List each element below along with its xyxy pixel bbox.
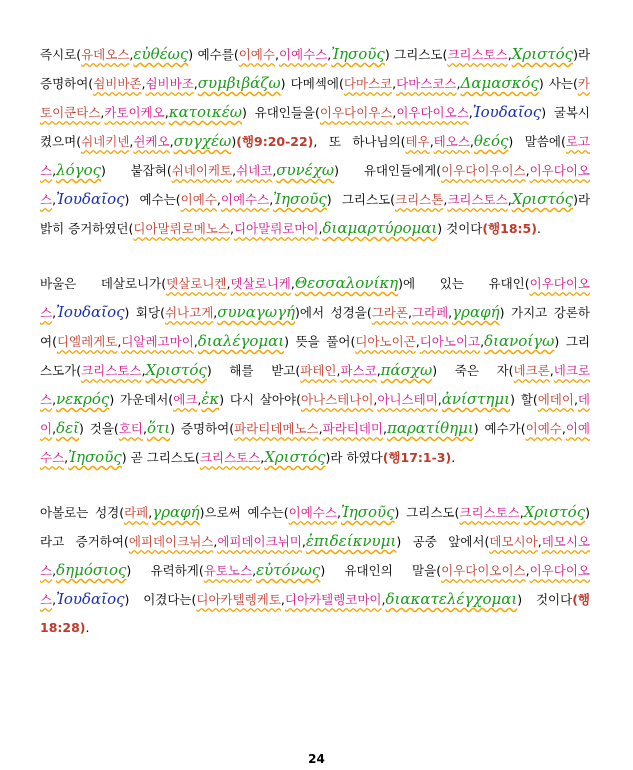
transliteration: 파라티데미: [322, 421, 384, 436]
transliteration: 다마스코스: [396, 76, 457, 91]
paragraph-2: [40, 269, 590, 472]
transliteration: 이우다이우이스: [441, 163, 526, 178]
greek-word: Ἰουδαῖος: [56, 590, 125, 608]
body-text: )라고 증거하여(: [40, 505, 590, 549]
body-text: ,: [197, 392, 202, 407]
body-text: ,: [507, 47, 512, 62]
transliteration: 쉰케오: [133, 134, 170, 149]
body-text: 즉시로(: [40, 47, 82, 62]
transliteration: 데이: [40, 392, 590, 436]
body-text: ,: [252, 563, 257, 578]
greek-word: Χριστός: [264, 448, 326, 466]
body-text: ,: [142, 421, 147, 436]
body-text: ,: [456, 76, 461, 91]
body-text: ,: [318, 221, 323, 236]
body-text: )으로써 예수는(: [199, 505, 289, 520]
body-text: ,: [336, 363, 341, 378]
body-text: ) 유력하게(: [126, 563, 204, 578]
body-text: ,: [129, 47, 134, 62]
body-text: ) 죽은 자(: [432, 363, 514, 378]
body-text: ) 예수를(: [188, 47, 239, 62]
greek-word: συμβιβάζω: [197, 74, 281, 92]
transliteration: 크리스톤: [395, 192, 444, 207]
body-text: ) 유대인의 말을(: [320, 563, 442, 578]
body-text: ,: [52, 563, 57, 578]
body-text: ,: [392, 76, 397, 91]
transliteration: 이우다이오이스: [441, 563, 526, 578]
transliteration: 네크로스: [40, 363, 590, 407]
body-text: ,: [437, 392, 442, 407]
body-text: ,: [480, 334, 485, 349]
transliteration: 그라페: [411, 305, 449, 320]
body-text: ) 그리스도(: [384, 47, 448, 62]
greek-word: θεός: [473, 132, 509, 150]
transliteration: 디아말뤼로메노스: [133, 221, 230, 236]
body-text: ,: [269, 192, 274, 207]
body-text: ,: [469, 134, 474, 149]
greek-word: ἐπιδείκνυμι: [305, 532, 397, 550]
transliteration: 쉬네코: [236, 163, 273, 178]
body-text: ) 해를 받고(: [206, 363, 301, 378]
greek-word: Ἰησοῦς: [273, 190, 327, 208]
transliteration: 카토이쿤타스: [40, 76, 590, 120]
transliteration: 크리스토스: [447, 192, 508, 207]
body-text: ,: [373, 392, 378, 407]
transliteration: 파라티데메노스: [234, 421, 319, 436]
greek-word: Χριστός: [511, 190, 574, 208]
transliteration: 크리스토스: [199, 450, 261, 465]
greek-word: διακατελέγχομαι: [385, 590, 518, 608]
body-text: )라 증명하여(: [40, 47, 591, 91]
page-number: 24: [308, 752, 325, 766]
body-text: ) 굴복시켰으며(: [40, 105, 591, 149]
body-text: ,: [318, 421, 323, 436]
transliteration: 네크론: [513, 363, 550, 378]
greek-word: παρατίθημι: [387, 419, 474, 437]
body-text: ,: [213, 305, 218, 320]
transliteration: 디알레고마이: [121, 334, 194, 349]
transliteration: 이예수: [180, 192, 217, 207]
greek-word: Ἰουδαῖος: [56, 303, 125, 321]
body-text: ) 회당(: [124, 305, 165, 320]
greek-word: εὐθέως: [133, 45, 189, 63]
body-text: ,: [232, 163, 237, 178]
greek-word: Ἰησοῦς: [331, 45, 385, 63]
body-text: ) 그리스도(: [394, 505, 460, 520]
body-text: ) 이겼다는(: [124, 592, 197, 607]
greek-word: Ἰησοῦς: [340, 503, 395, 521]
body-text: ,: [274, 47, 279, 62]
body-text: )에 있는 유대인(: [398, 276, 530, 291]
transliteration: 파스코: [340, 363, 377, 378]
body-text: ,: [573, 392, 578, 407]
body-text: ,: [415, 334, 420, 349]
greek-word: γραφή: [452, 303, 500, 321]
body-text: ) 유대인들에게(: [334, 163, 442, 178]
document-body: [40, 40, 590, 668]
body-text: ,: [52, 192, 57, 207]
paragraph-1: [40, 40, 590, 243]
transliteration: 이예수스: [288, 505, 337, 520]
body-text: ) 것을(: [79, 421, 119, 436]
transliteration: 카토이케오: [104, 105, 165, 120]
greek-word: Δαμασκός: [460, 74, 539, 92]
body-text: ,: [407, 305, 412, 320]
body-text: ) 다시 살아야(: [219, 392, 301, 407]
greek-word: γραφή: [152, 503, 200, 521]
greek-word: Ἰουδαῖος: [472, 103, 542, 121]
transliteration: 테오스: [433, 134, 470, 149]
transliteration: 에피데이크뉘미: [217, 534, 302, 549]
greek-word: διαλέγομαι: [197, 332, 285, 350]
transliteration: 유토노스: [203, 563, 253, 578]
transliteration: 이예수: [525, 421, 562, 436]
body-text: ,: [52, 592, 57, 607]
transliteration: 데모시아: [489, 534, 538, 549]
verse-reference: (행17:1-3): [382, 450, 452, 465]
greek-word: δεῖ: [56, 419, 80, 437]
body-text: ) 말씀에(: [508, 134, 566, 149]
transliteration: 디아카텔렝코마이: [284, 592, 382, 607]
body-text: 바울은 데살로니가(: [40, 276, 167, 291]
body-text: )에서 성경을(: [295, 305, 372, 320]
body-text: ,: [448, 305, 453, 320]
greek-word: ἐκ: [201, 390, 220, 408]
body-text: ,: [100, 105, 105, 120]
body-text: ,: [290, 276, 295, 291]
transliteration: 크리스토스: [81, 363, 142, 378]
body-text: ,: [52, 392, 57, 407]
body-text: ,: [525, 163, 530, 178]
transliteration: 쉼비바조: [145, 76, 194, 91]
body-text: ,: [272, 163, 277, 178]
transliteration: 디엘레게토: [56, 334, 118, 349]
transliteration: 라페: [124, 505, 149, 520]
transliteration: 파테인: [300, 363, 337, 378]
greek-word: διανοίγω: [484, 332, 555, 350]
body-text: ) 뜻을 풀어(: [284, 334, 356, 349]
greek-word: Ἰησοῦς: [68, 448, 122, 466]
transliteration: 에크: [173, 392, 198, 407]
body-text: ,: [376, 363, 381, 378]
body-text: ,: [52, 163, 57, 178]
transliteration: 에데이: [537, 392, 574, 407]
transliteration: 아니스테미: [377, 392, 438, 407]
body-text: ) 것이다: [517, 592, 573, 607]
body-text: ,: [193, 334, 198, 349]
body-text: ,: [52, 421, 57, 436]
body-text: ,: [327, 47, 332, 62]
body-text: .: [85, 620, 90, 635]
transliteration: 로고스: [40, 134, 590, 178]
body-text: ) 다메섹에(: [280, 76, 344, 91]
transliteration: 테우: [405, 134, 430, 149]
body-text: ,: [525, 563, 530, 578]
body-text: ,: [226, 276, 231, 291]
body-text: , 또 하나님의(: [313, 134, 406, 149]
transliteration: 이우다이오스: [40, 276, 590, 320]
body-text: ,: [141, 76, 146, 91]
greek-word: κατοικέω: [168, 103, 243, 121]
greek-word: Χριστός: [523, 503, 586, 521]
body-text: ,: [213, 534, 218, 549]
body-text: ,: [141, 363, 146, 378]
body-text: ,: [52, 305, 57, 320]
greek-word: Θεσσαλονίκη: [294, 274, 399, 292]
transliteration: 이예수스: [278, 47, 328, 62]
body-text: ,: [468, 105, 473, 120]
transliteration: 아나스테나이: [300, 392, 374, 407]
body-text: ) 붙잡혀(: [101, 163, 172, 178]
body-text: ,: [537, 534, 542, 549]
greek-word: νεκρός: [56, 390, 110, 408]
transliteration: 이우다이우스: [319, 105, 393, 120]
body-text: ) 것이다: [437, 221, 483, 236]
transliteration: 쉼비바존: [93, 76, 142, 91]
transliteration: 디아노이곤: [355, 334, 416, 349]
body-text: ,: [443, 192, 448, 207]
body-text: )라 하였다: [325, 450, 383, 465]
body-text: ,: [117, 334, 122, 349]
transliteration: 쉬네이케토: [171, 163, 233, 178]
transliteration: 크리스토스: [459, 505, 520, 520]
body-text: )라 밝히 증거하였던(: [40, 192, 591, 236]
transliteration: 뎃살로니케: [230, 276, 291, 291]
body-text: ,: [336, 505, 341, 520]
verse-reference: (행9:20-22): [236, 134, 314, 149]
transliteration: 다마스코: [343, 76, 393, 91]
body-text: 아볼로는 성경(: [40, 505, 125, 520]
body-text: ,: [169, 134, 174, 149]
verse-reference: (행18:5): [482, 221, 537, 236]
transliteration: 이우다이오스: [396, 105, 469, 120]
greek-word: Ἰουδαῖος: [56, 190, 125, 208]
paragraph-3: [40, 498, 590, 642]
body-text: ,: [549, 363, 554, 378]
body-text: ,: [129, 134, 134, 149]
transliteration: 디아노이고: [419, 334, 481, 349]
body-text: ,: [64, 450, 69, 465]
body-text: ,: [519, 505, 524, 520]
body-text: ) 증명하여(: [170, 421, 235, 436]
transliteration: 이예수스: [40, 421, 590, 465]
transliteration: 쉬나고게: [164, 305, 214, 320]
transliteration: 에피데이크뉘스: [128, 534, 214, 549]
body-text: ,: [260, 450, 265, 465]
body-text: ,: [429, 134, 434, 149]
greek-word: συνέχω: [276, 161, 335, 179]
transliteration: 호티: [118, 421, 143, 436]
body-text: ) 유대인들을(: [242, 105, 320, 120]
body-text: ) 사는(: [538, 76, 578, 91]
body-text: ) 예수가(: [473, 421, 526, 436]
transliteration: 디아카텔렝케토: [196, 592, 281, 607]
transliteration: 유데오스: [81, 47, 130, 62]
body-text: ) 예수는(: [124, 192, 181, 207]
body-text: ,: [561, 421, 566, 436]
greek-word: συγχέω: [173, 132, 232, 150]
greek-word: διαμαρτύρομαι: [322, 219, 438, 237]
body-text: ,: [148, 505, 153, 520]
greek-word: δημόσιος: [56, 561, 127, 579]
body-text: ,: [216, 192, 221, 207]
body-text: ) 그리스도가(: [40, 334, 590, 378]
greek-word: εὐτόνως: [256, 561, 321, 579]
body-text: ) 할(: [510, 392, 538, 407]
body-text: ) 곧 그리스도(: [121, 450, 200, 465]
transliteration: 그라폰: [371, 305, 408, 320]
transliteration: 디아말뤼로마이: [233, 221, 319, 236]
body-text: .: [536, 221, 541, 236]
body-text: ,: [193, 76, 198, 91]
greek-word: ἀνίστημι: [441, 390, 511, 408]
body-text: ): [231, 134, 237, 149]
body-text: ,: [383, 421, 387, 436]
body-text: ) 공중 앞에서(: [396, 534, 490, 549]
greek-word: Χριστός: [145, 361, 207, 379]
transliteration: 데모시오스: [40, 534, 590, 578]
body-text: ,: [392, 105, 397, 120]
greek-word: ὅτι: [146, 419, 171, 437]
body-text: ,: [280, 592, 285, 607]
body-text: .: [451, 450, 456, 465]
greek-word: πάσχω: [380, 361, 433, 379]
body-text: ) 가운데서(: [109, 392, 174, 407]
body-text: ,: [381, 592, 386, 607]
body-text: ,: [507, 192, 512, 207]
greek-word: συναγωγή: [217, 303, 296, 321]
greek-word: λόγος: [56, 161, 101, 179]
transliteration: 이예수스: [220, 192, 270, 207]
transliteration: 이예수: [238, 47, 275, 62]
body-text: ) 가지고 강론하여(: [40, 305, 590, 349]
transliteration: 이우다이오스: [40, 563, 590, 607]
greek-word: Χριστός: [511, 45, 574, 63]
transliteration: 크리스토스: [447, 47, 508, 62]
body-text: ,: [230, 221, 234, 236]
transliteration: 이우다이오스: [40, 163, 590, 207]
body-text: ,: [164, 105, 169, 120]
verse-reference: (행18:28): [40, 592, 590, 635]
body-text: ) 그리스도(: [326, 192, 396, 207]
transliteration: 뎃살로니켄: [166, 276, 227, 291]
transliteration: 쉬네키넨: [81, 134, 130, 149]
body-text: ,: [301, 534, 306, 549]
